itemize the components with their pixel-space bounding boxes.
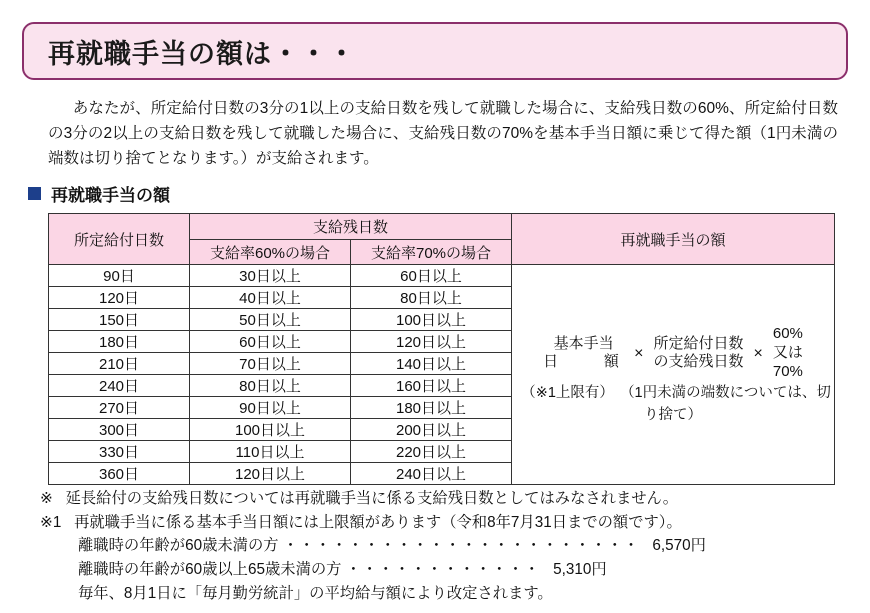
cell-days: 360日 [49,463,190,485]
cell-days: 330日 [49,441,190,463]
square-bullet-icon [28,187,41,200]
title-banner [22,22,848,80]
table-row [49,265,835,287]
cell-rate60: 110日以上 [190,441,351,463]
cell-rate70: 100日以上 [351,309,512,331]
formula-term1-line2: 日 額 [543,353,625,371]
formula-note-rounding: （1円未満の端数については、切り捨て） [620,384,831,423]
formula-operator-1: × [634,344,644,362]
formula-term2-line2: の支給残日数 [653,353,744,371]
intro-text: あなたが、所定給付日数の3分の1以上の支給日数を残して就職した場合に、支給残日数の60%、所定給付日数の3分の2以上の支給日数を残して就職した場合に、支給残日数の70%を基本手当日額に乗じて得た額（1円未満の端数は切り捨てとなります。）が支給されます。 [48,100,838,168]
formula-term3-line2: 又は [772,344,803,362]
cell-formula [512,265,835,485]
formula-term-rate [773,325,803,381]
header-remaining-days-group: 支給残日数 [190,214,512,240]
formula-term1-line1: 基本手当 [553,334,614,352]
cell-rate60: 60日以上 [190,331,351,353]
cell-rate70: 140日以上 [351,353,512,375]
cell-rate70: 180日以上 [351,397,512,419]
page-title: 再就職手当の額は・・・ [48,38,356,69]
cell-rate70: 160日以上 [351,375,512,397]
cell-rate60: 90日以上 [190,397,351,419]
formula-term3-line3: 70% [772,362,803,380]
section-heading-label: 再就職手当の額 [51,186,170,205]
formula-note-upper-limit: （※1上限有） [521,384,614,401]
footnote-mark: ※ [40,490,53,507]
table-header-row-1 [49,214,835,240]
benefit-table-wrapper [48,213,834,485]
footnote1-mark: ※1 [40,513,62,531]
cell-rate60: 70日以上 [190,353,351,375]
formula-term-basic-allowance [543,335,624,373]
cell-days: 300日 [49,419,190,441]
cell-rate70: 80日以上 [351,287,512,309]
footnote-text: 延長給付の支給残日数については再就職手当に係る支給残日数としてはみなされません。 [65,490,679,507]
footnote1-sub1-dots: ・・・・・・・・・・・・・・・・・・・・・・ [282,537,640,555]
cell-rate60: 80日以上 [190,375,351,397]
cell-rate60: 50日以上 [190,309,351,331]
footnote1-sub2-label: 離職時の年齢が60歳以上65歳未満の方 [78,561,342,579]
cell-days: 120日 [49,287,190,309]
cell-days: 90日 [49,265,190,287]
header-prescribed-days: 所定給付日数 [49,214,190,265]
cell-days: 240日 [49,375,190,397]
header-benefit-amount: 再就職手当の額 [512,214,835,265]
footnote1-sub2-value: 5,310円 [553,561,607,579]
footnote1-sub2-dots: ・・・・・・・・・・・・ [345,561,541,579]
footnote1-sub1-label: 離職時の年齢が60歳未満の方 [78,537,279,555]
formula-term3-line1: 60% [772,325,803,343]
footnote1-text: 再就職手当に係る基本手当日額には上限額があります（令和8年7月31日までの額です）。 [74,513,682,531]
cell-rate70: 120日以上 [351,331,512,353]
footnote1-sub3-text: 毎年、8月1日に「毎月勤労統計」の平均給与額により改定されます。 [78,584,553,602]
cell-rate70: 200日以上 [351,419,512,441]
footnote-extension [40,487,845,511]
cell-rate70: 240日以上 [351,463,512,485]
footnote-under60 [40,534,845,558]
section-heading [28,181,170,206]
cell-days: 150日 [49,309,190,331]
header-rate-70: 支給率70%の場合 [351,240,512,265]
formula-term2-line1: 所定給付日数 [653,334,744,352]
cell-rate70: 60日以上 [351,265,512,287]
benefit-table [48,213,835,485]
footnote1-sub1-value: 6,570円 [652,537,706,555]
cell-days: 270日 [49,397,190,419]
cell-rate60: 100日以上 [190,419,351,441]
footnote-revision [40,582,845,606]
cell-rate70: 220日以上 [351,441,512,463]
cell-days: 210日 [49,353,190,375]
intro-paragraph [48,96,838,171]
formula-term-remaining-days [654,335,744,373]
formula-operator-2: × [753,344,763,362]
header-rate-60: 支給率60%の場合 [190,240,351,265]
cell-rate60: 120日以上 [190,463,351,485]
cell-days: 180日 [49,331,190,353]
cell-rate60: 30日以上 [190,265,351,287]
footnote-limit [40,511,845,535]
footnote-60to65 [40,558,845,582]
cell-rate60: 40日以上 [190,287,351,309]
footnotes [40,487,845,606]
